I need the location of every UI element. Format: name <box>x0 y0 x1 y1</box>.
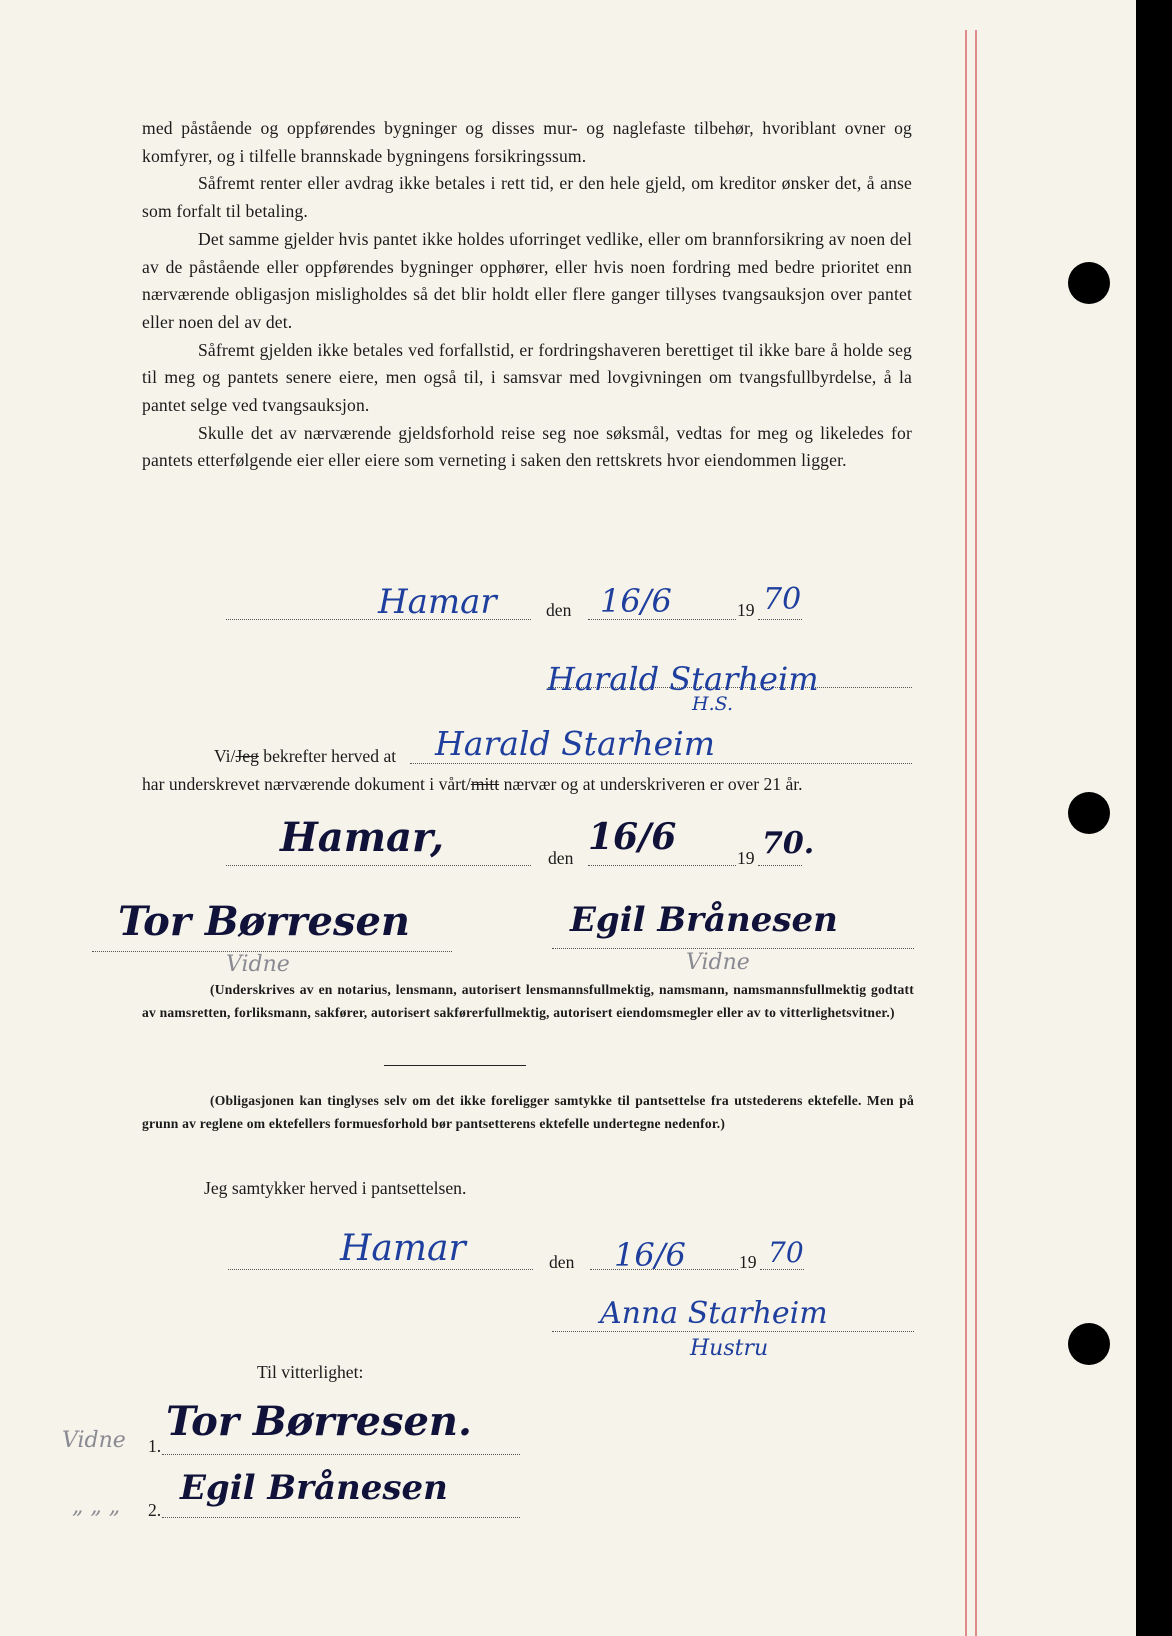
body-paragraph: Skulle det av nærværende gjeldsforhold reise seg noe søksmål, vedtas for meg og likeledes for pantets etterfølgende eier eller eiere som verneting i saken den rettskrets hvor eiendommen ligger. <box>142 422 912 471</box>
confirm-line-2 <box>142 774 803 795</box>
year-handwritten: 70. <box>762 826 815 861</box>
signer-signature: Harald Starheim <box>547 660 819 698</box>
witness-list-line-2 <box>162 1517 520 1518</box>
confirm-mitt-struck: mitt <box>470 774 500 794</box>
signer-initials: H.S. <box>692 693 733 715</box>
witness-number-2: 2. <box>148 1500 162 1520</box>
date-line <box>588 865 736 866</box>
year-prefix: 19 <box>737 600 755 620</box>
witness-margin-note-2: „ „ „ <box>72 1494 121 1519</box>
divider <box>384 1065 526 1066</box>
spouse-role: Hustru <box>690 1336 769 1361</box>
year-line <box>760 1269 804 1270</box>
confirm-line-2b: nærvær og at underskriveren er over 21 år. <box>499 774 803 794</box>
confirm-line-2a: har underskrevet nærværende dokument i vårt/ <box>142 774 471 794</box>
body-text <box>142 115 912 475</box>
spouse-note-text: (Obligasjonen kan tinglyses selv om det ikke foreligger samtykke til pantsettelse fra utstederens ektefelle. Men på grunn av reglene om ektefellers formuesforhold bør pantsetterens ektefelle undertegne nedenfor.) <box>142 1093 914 1131</box>
body-paragraph: med påstående og oppførendes bygninger og disses mur- og naglefaste tilbehør, hvoriblant ovner og komfyrer, og i tilfelle brannskade bygningens forsikringssum. <box>142 118 912 166</box>
witness-list-line-1 <box>162 1454 520 1455</box>
punch-hole <box>1068 262 1110 304</box>
confirm-line-1 <box>214 746 396 767</box>
witness-margin-note-1: Vidne <box>62 1428 126 1453</box>
year-prefix: 19 <box>737 848 755 868</box>
year-line <box>758 619 802 620</box>
confirm-jeg-struck: Jeg <box>235 746 259 766</box>
confirm-rest: bekrefter herved at <box>258 746 397 766</box>
punch-hole <box>1068 1323 1110 1365</box>
date-handwritten: 16/6 <box>588 816 677 858</box>
authorization-note <box>142 978 914 1024</box>
den-label: den <box>549 1252 575 1272</box>
witness-line-2 <box>552 948 914 949</box>
date-handwritten: 16/6 <box>614 1236 686 1274</box>
place-line <box>226 865 531 866</box>
den-label: den <box>546 600 572 620</box>
confirm-vi: Vi/ <box>214 746 236 766</box>
consent-text: Jeg samtykker herved i pantsettelsen. <box>204 1178 467 1198</box>
spouse-note <box>142 1089 914 1135</box>
witness-role-2: Vidne <box>686 950 750 975</box>
authorization-note-text: (Underskrives av en notarius, lensmann, autorisert lensmannsfullmektig, namsmann, namsmannsfullmektig godtatt av namsretten, forliksmann, sakfører, autorisert sakførerfullmektig, autorisert eiendomsmegler eller av to vitterlighetsvitner.) <box>142 982 914 1020</box>
name-line <box>410 763 912 764</box>
place-line <box>228 1269 533 1270</box>
spouse-signature: Anna Starheim <box>600 1296 828 1331</box>
place-handwritten: Hamar <box>378 582 497 622</box>
punch-hole <box>1068 792 1110 834</box>
vitterlighet-label: Til vitterlighet: <box>257 1362 364 1382</box>
confirmed-name-handwritten: Harald Starheim <box>435 724 716 763</box>
den-label: den <box>548 848 574 868</box>
place-handwritten: Hamar, <box>280 814 445 861</box>
margin-line <box>975 30 977 1636</box>
body-paragraph: Såfremt gjelden ikke betales ved forfallstid, er fordringshaveren berettiget til ikke bare å holde seg til meg og pantets senere eiere, men også til, i samsvar med lovgivningen om tvangsfullbyrdelse, å la pantet selge ved tvangsauksjon. <box>142 339 912 416</box>
witness-signature-2: Egil Brånesen <box>570 900 838 940</box>
body-paragraph: Såfremt renter eller avdrag ikke betales i rett tid, er den hele gjeld, om kreditor ønsker det, å anse som forfalt til betaling. <box>142 173 912 222</box>
spouse-signature-line <box>552 1331 914 1332</box>
witness-list-signature-2: Egil Brånesen <box>180 1468 448 1508</box>
year-handwritten: 70 <box>763 582 802 617</box>
year-handwritten: 70 <box>768 1236 804 1269</box>
witness-list-signature-1: Tor Børresen. <box>166 1398 472 1445</box>
body-paragraph: Det samme gjelder hvis pantet ikke holdes uforringet vedlike, eller om brannforsikring av noen del av de påstående eller oppførendes bygninger opphører, eller hvis noen fordring med bedre prioritet enn nærværende obligasjon misligholdes så det blir holdt eller flere ganger tillyses tvangsauksjon over pantet eller noen del av det. <box>142 228 912 332</box>
year-prefix: 19 <box>739 1252 757 1272</box>
witness-role-1: Vidne <box>226 952 290 977</box>
year-line <box>758 865 802 866</box>
witness-signature-1: Tor Børresen <box>118 898 410 945</box>
witness-number-1: 1. <box>148 1436 162 1456</box>
margin-line <box>965 30 967 1636</box>
date-handwritten: 16/6 <box>600 582 672 620</box>
place-handwritten: Hamar <box>340 1228 466 1269</box>
